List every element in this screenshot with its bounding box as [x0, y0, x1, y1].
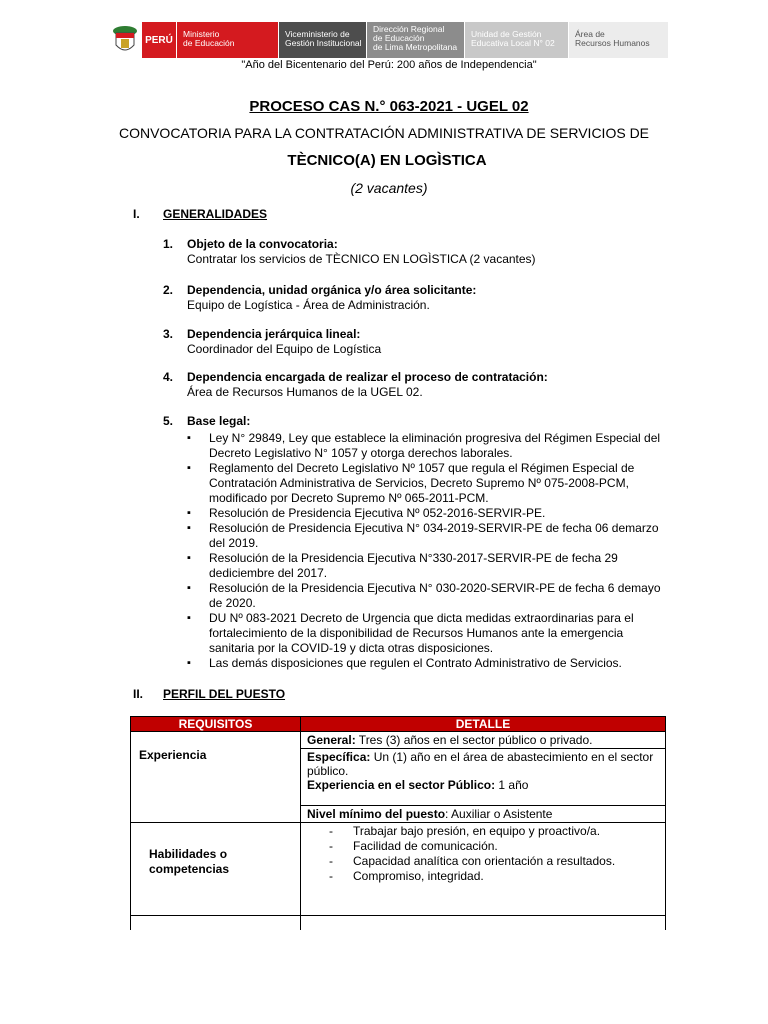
list-item: 1. Objeto de la convocatoria: Contratar los servicios de TÈCNICO EN LOGÌSTICA (2 vacantes): [163, 237, 536, 266]
list-item: 4. Dependencia encargada de realizar el proceso de contratación: Área de Recursos Humanos de la UGEL 02.: [163, 370, 548, 399]
list-item: ▪ DU Nº 083-2021 Decreto de Urgencia que dicta medidas extraordinarias para el fortalecimiento de la disponibilidad de Recursos Humanos ante la emergencia sanitaria por la COVID-19 y dicta otras disposiciones.: [187, 611, 667, 656]
area-rrhh-label: Área de Recursos Humanos: [568, 22, 668, 58]
perfil-table: [130, 716, 666, 930]
column-header: DETALLE: [301, 717, 666, 732]
year-motto: "Año del Bicentenario del Perú: 200 años de Independencia": [241, 59, 537, 71]
header-banner: [110, 22, 668, 58]
list-item: - Trabajar bajo presión, en equipo y proactivo/a.: [323, 824, 665, 839]
list-item: - Facilidad de comunicación.: [323, 839, 665, 854]
list-item: 3. Dependencia jerárquica lineal: Coordinador del Equipo de Logística: [163, 327, 382, 356]
list-item: 5. Base legal:: [163, 414, 251, 428]
list-item: ▪ Reglamento del Decreto Legislativo Nº 1057 que regula el Régimen Especial de Contratación Administrativa de Servicios, Decreto Supremo Nº 075-2008-PCM, modificado por Decreto Supremo Nº 065-2011-PCM.: [187, 461, 667, 506]
habilidades-label: Habilidades o competencias: [131, 823, 301, 916]
table-row: [131, 823, 666, 916]
section-heading-perfil: II. PERFIL DEL PUESTO: [133, 687, 286, 701]
column-header: REQUISITOS: [131, 717, 301, 732]
list-item: - Compromiso, integridad.: [323, 869, 665, 884]
experiencia-label: Experiencia: [131, 732, 301, 823]
table-row: [131, 916, 666, 930]
unidad-gestion-label: Unidad de Gestión Educativa Local N° 02: [464, 22, 568, 58]
table-cell: Específica: Un (1) año en el área de abastecimiento en el sector público. Experiencia en el sector Público: 1 año: [301, 749, 666, 806]
vacancies-count: (2 vacantes): [350, 180, 428, 196]
position-title: TÈCNICO(A) EN LOGÌSTICA: [287, 152, 487, 169]
table-cell: General: Tres (3) años en el sector público o privado.: [301, 732, 666, 749]
list-item: ▪ Resolución de la Presidencia Ejecutiva N°330-2017-SERVIR-PE de fecha 29 dediciembre del 2017.: [187, 551, 667, 581]
document-title: PROCESO CAS N.° 063-2021 - UGEL 02: [249, 98, 529, 115]
table-cell: [131, 916, 301, 930]
table-cell: [301, 823, 666, 916]
section-heading-generalidades: I. GENERALIDADES: [133, 207, 268, 221]
peru-coat-of-arms-icon: [110, 22, 140, 58]
list-item: ▪ Resolución de Presidencia Ejecutiva N° 034-2019-SERVIR-PE de fecha 06 demarzo del 2019.: [187, 521, 667, 551]
viceministerio-label: Viceministerio de Gestión Institucional: [278, 22, 366, 58]
list-item: 2. Dependencia, unidad orgánica y/o área solicitante: Equipo de Logística - Área de Administración.: [163, 283, 477, 312]
list-item: ▪ Resolución de Presidencia Ejecutiva Nº 052-2016-SERVIR-PE.: [187, 506, 667, 521]
direccion-regional-label: Dirección Regional de Educación de Lima Metropolitana: [366, 22, 464, 58]
document-subtitle: CONVOCATORIA PARA LA CONTRATACIÓN ADMINISTRATIVA DE SERVICIOS DE: [118, 125, 650, 141]
table-cell: Nivel mínimo del puesto: Auxiliar o Asistente: [301, 806, 666, 823]
table-cell: [301, 916, 666, 930]
list-item: ▪ Ley N° 29849, Ley que establece la eliminación progresiva del Régimen Especial del Decreto Legislativo N° 1057 y otorga derechos laborales.: [187, 431, 667, 461]
peru-label: PERÚ: [142, 22, 176, 58]
list-item: ▪ Resolución de la Presidencia Ejecutiva N° 030-2020-SERVIR-PE de fecha 6 demayo de 2020.: [187, 581, 667, 611]
table-row: [131, 732, 666, 749]
base-legal-list: [187, 431, 667, 671]
list-item: - Capacidad analítica con orientación a resultados.: [323, 854, 665, 869]
list-item: ▪ Las demás disposiciones que regulen el Contrato Administrativo de Servicios.: [187, 656, 667, 671]
table-header-row: [131, 717, 666, 732]
ministerio-label: Ministerio de Educación: [176, 22, 278, 58]
